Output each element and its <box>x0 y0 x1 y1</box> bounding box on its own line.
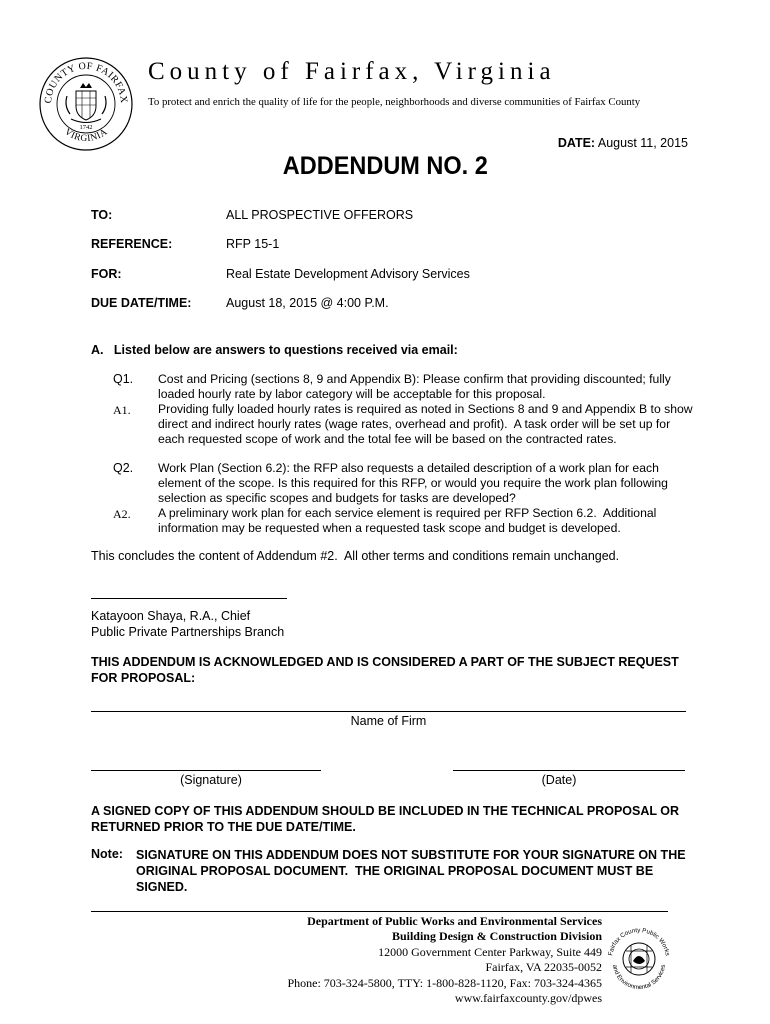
dpwes-logo-text-bottom: and Environmental Services <box>611 964 667 991</box>
seal-text-bottom: VIRGINIA <box>62 127 110 145</box>
qa-label-q1: Q1. <box>113 372 134 386</box>
qa-label-q2: Q2. <box>113 461 134 475</box>
footer-divider <box>91 911 668 912</box>
firm-name-label: Name of Firm <box>350 714 427 728</box>
footer-division: Building Design & Construction Division <box>391 929 602 944</box>
footer-phone: Phone: 703-324-5800, TTY: 1-800-828-1120, Fax: 703-324-4365 <box>287 975 602 990</box>
document-date <box>558 136 688 150</box>
county-seal-logo <box>38 56 134 152</box>
conclusion-text: This concludes the content of Addendum #2. All other terms and conditions remain unchanged. <box>91 549 620 563</box>
seal-text-top: COUNTY OF FAIRFAX <box>42 60 130 105</box>
date-signature-line <box>453 770 685 771</box>
signed-copy-notice: A SIGNED COPY OF THIS ADDENDUM SHOULD BE INCLUDED IN THE TECHNICAL PROPOSAL OR RETURNED PRIOR TO THE DUE DATE/TIME. <box>91 804 680 834</box>
signer-title: Public Private Partnerships Branch <box>91 625 285 639</box>
section-a-heading: A. Listed below are answers to questions received via email: <box>91 343 458 357</box>
footer-address-line-2: Fairfax, VA 22035-0052 <box>485 960 602 975</box>
signer-name: Katayoon Shaya, R.A., Chief <box>91 609 251 623</box>
footer-address-block <box>287 914 602 1006</box>
firm-name-line <box>91 711 686 712</box>
field-value-due-date: August 18, 2015 @ 4:00 P.M. <box>226 296 389 310</box>
note-label: Note: <box>91 847 123 861</box>
acknowledgement-text: THIS ADDENDUM IS ACKNOWLEDGED AND IS CONSIDERED A PART OF THE SUBJECT REQUEST FOR PROPOSAL: <box>91 655 679 685</box>
date-value: August 11, 2015 <box>597 136 688 150</box>
svg-text:and Environmental Services <box>611 964 667 991</box>
signature-label: (Signature) <box>180 773 242 787</box>
footer-department: Department of Public Works and Environmental Services <box>307 914 602 928</box>
footer-website: www.fairfaxcounty.gov/dpwes <box>454 991 602 1006</box>
field-value-to: ALL PROSPECTIVE OFFERORS <box>226 208 414 222</box>
field-label-reference: REFERENCE: <box>91 237 173 251</box>
footer-address-line-1: 12000 Government Center Parkway, Suite 449 <box>378 944 602 959</box>
page-title: County of Fairfax, Virginia <box>148 58 556 85</box>
county-tagline: To protect and enrich the quality of life for the people, neighborhoods and diverse communities of Fairfax County <box>148 96 641 108</box>
field-value-for: Real Estate Development Advisory Services <box>226 267 470 281</box>
dpwes-logo <box>604 921 674 991</box>
qa-text-q2: Work Plan (Section 6.2): the RFP also requests a detailed description of a work plan for each element of the scope. Is this required for this RFP, or would you require the work plan following selection as specific scopes and budgets for tasks are developed? <box>158 461 668 506</box>
field-label-for: FOR: <box>91 267 122 281</box>
qa-label-a1: A1. <box>113 403 131 417</box>
qa-text-a1: Providing fully loaded hourly rates is required as noted in Sections 8 and 9 and Appendix B to show direct and indirect hourly rates (wage rates, overhead and profit). A task order will be set up for each requested scope of work and the total fee will be based on the contracted rates. <box>158 402 696 447</box>
signer-signature-line <box>91 598 287 599</box>
date-label: DATE: <box>557 136 596 150</box>
dpwes-logo-text-top: Fairfax County Public Works <box>607 926 671 957</box>
svg-text:Fairfax County Public Works <box>607 927 671 956</box>
field-label-due-date: DUE DATE/TIME: <box>91 296 192 310</box>
signature-line <box>91 770 321 771</box>
seal-year: 1742 <box>79 124 93 131</box>
qa-label-a2: A2. <box>113 507 131 521</box>
date-signature-label: (Date) <box>541 773 577 787</box>
note-text: SIGNATURE ON THIS ADDENDUM DOES NOT SUBSTITUTE FOR YOUR SIGNATURE ON THE ORIGINAL PROPOSAL DOCUMENT. THE ORIGINAL PROPOSAL DOCUMENT MUST BE SIGNED. <box>136 848 690 894</box>
field-value-reference: RFP 15-1 <box>226 237 280 251</box>
qa-text-q1: Cost and Pricing (sections 8, 9 and Appendix B): Please confirm that providing discounted; fully loaded hourly rate by labor category will be acceptable for this proposal. <box>158 372 671 402</box>
qa-text-a2: A preliminary work plan for each service element is required per RFP Section 6.2. Additional information may be requested when a requested task scope and budget is developed. <box>158 506 660 536</box>
addendum-title: ADDENDUM NO. 2 <box>282 152 488 180</box>
field-label-to: TO: <box>91 208 113 222</box>
